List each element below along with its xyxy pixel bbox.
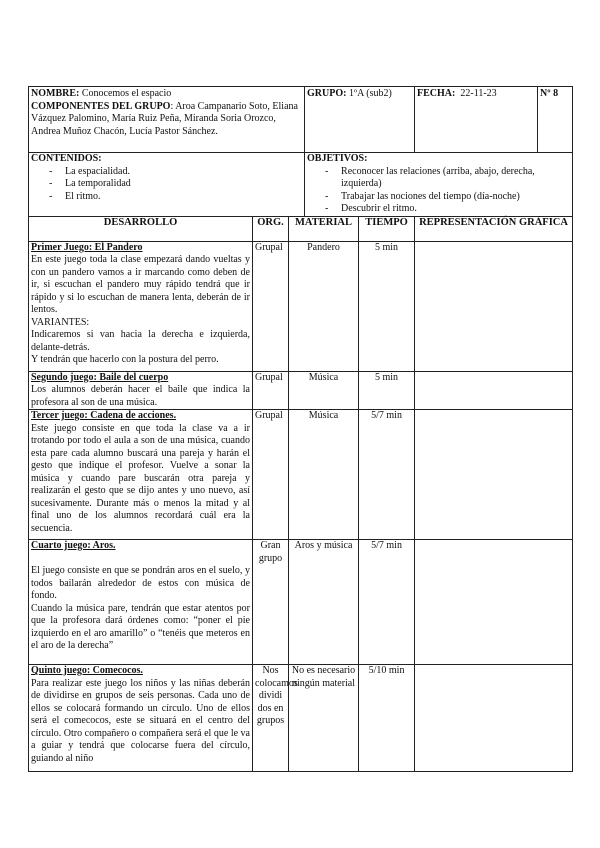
- list-item: - La temporalidad: [65, 178, 302, 191]
- list-item: - El ritmo.: [65, 191, 302, 204]
- objetivos-list: [307, 166, 570, 216]
- org-cell: Grupal: [253, 371, 289, 410]
- tiempo-cell: 5/10 min: [359, 665, 415, 772]
- representacion-cell: [415, 241, 573, 371]
- nombre-label: NOMBRE:: [31, 88, 80, 99]
- tiempo-cell: 5 min: [359, 371, 415, 410]
- planning-document: [28, 86, 572, 772]
- table-row: [29, 665, 573, 772]
- col-tiempo: TIEMPO: [359, 216, 415, 241]
- contenidos-objetivos-row: [29, 153, 573, 217]
- col-desarrollo: DESARROLLO: [29, 216, 253, 241]
- fecha-cell: [415, 87, 538, 153]
- juego-text-2: Cuando la música pare, tendrán que estar atentos por que la profesora dará órdenes como: “poner el pie izquierdo en el aro amarillo” o “tenéis que meteros en el aro de la derecha”: [31, 602, 250, 651]
- juego-title: Cuarto juego: Aros.: [31, 540, 116, 551]
- juego-text: Este juego consiste en que toda la clase va a ir trotando por todo el aula a son de una música, cuando esta pare cada alumno buscará una pareja y harán el gesto que indique el profesor. Vuelve a sonar la música y cuando pare buscarán otra pareja y realizarán el gesto que se dijo antes y uno nuevo, así sucesivamente. Durante más o menos la mitad y al final uno de los alumnos recordará cuál era la secuencia.: [31, 422, 250, 534]
- material-cell: Música: [289, 410, 359, 540]
- col-org: ORG.: [253, 216, 289, 241]
- table-row: [29, 540, 573, 665]
- tiempo-cell: 5/7 min: [359, 540, 415, 665]
- column-header-row: [29, 216, 573, 241]
- desarrollo-cell: [29, 241, 253, 371]
- juego-extra: Y tendrán que hacerlo con la postura del perro.: [31, 354, 219, 365]
- contenidos-label: CONTENIDOS:: [31, 153, 102, 164]
- representacion-cell: [415, 665, 573, 772]
- list-item: - Reconocer las relaciones (arriba, abajo, derecha, izquierda): [341, 166, 570, 191]
- org-cell: Grupal: [253, 241, 289, 371]
- objetivos-label: OBJETIVOS:: [307, 153, 368, 164]
- col-material: MATERIAL: [289, 216, 359, 241]
- juego-text: Para realizar este juego los niños y las niñas deberán de dividirse en grupos de seis personas. Cada uno de ellos se colocará formando un círculo. Uno de ellos será el comecocos, este se situará en el centro del círculo. Otro compañero o compañera será el que le va a guiar y tendrá que colocarse fuera del círculo, guiando al niño: [31, 677, 250, 764]
- table-row: [29, 371, 573, 410]
- juego-text: En este juego toda la clase empezará dando vueltas y con un pandero vamos a ir marcando como deben de ir, si escuchan el pandero muy rápido tendrá que ir rápido y si lo escuchan de manera lenta, deberán de ir lentos.: [31, 254, 250, 315]
- table-row: [29, 410, 573, 540]
- juego-text: Los alumnos deberán hacer el baile que indica la profesora al son de una música.: [31, 384, 250, 408]
- juego-title: Tercer juego: Cadena de acciones.: [31, 410, 177, 421]
- representacion-cell: [415, 410, 573, 540]
- variantes-label: VARIANTES:: [31, 316, 90, 328]
- grupo-cell: [305, 87, 415, 153]
- objetivos-cell: [305, 153, 573, 217]
- nombre-value: Conocemos el espacio: [81, 88, 172, 99]
- material-cell: Aros y música: [289, 540, 359, 665]
- table-row: [29, 241, 573, 371]
- juego-title: Quinto juego: Comecocos.: [31, 665, 143, 676]
- material-cell: Música: [289, 371, 359, 410]
- material-cell: No es necesario ningún material: [289, 665, 359, 772]
- header-row: [29, 87, 573, 153]
- org-cell: Gran grupo: [253, 540, 289, 665]
- representacion-cell: [415, 540, 573, 665]
- org-cell: Nos colocamos dividi dos en grupos: [253, 665, 289, 772]
- tiempo-cell: 5/7 min: [359, 410, 415, 540]
- material-cell: Pandero: [289, 241, 359, 371]
- desarrollo-cell: [29, 540, 253, 665]
- contenidos-list: [31, 166, 302, 204]
- org-cell: Grupal: [253, 410, 289, 540]
- variantes-text: Indicaremos si van hacia la derecha e izquierda, delante-detrás.: [31, 329, 250, 353]
- grupo-label: GRUPO:: [307, 88, 347, 99]
- list-item: - Trabajar las nociones del tiempo (día-noche): [341, 191, 570, 204]
- desarrollo-cell: [29, 410, 253, 540]
- juego-title: Primer Juego: El Pandero: [31, 241, 143, 253]
- col-representacion: REPRESENTACIÓN GRÁFICA: [415, 216, 573, 241]
- list-item: - La espacialidad.: [65, 166, 302, 179]
- planning-table: [28, 86, 573, 772]
- tiempo-cell: 5 min: [359, 241, 415, 371]
- desarrollo-cell: [29, 371, 253, 410]
- representacion-cell: [415, 371, 573, 410]
- juego-text: El juego consiste en que se pondrán aros en el suelo, y todos bailarán alrededor de estos con música de fondo.: [31, 565, 250, 601]
- nombre-cell: [29, 87, 305, 153]
- juego-title: Segundo juego: Baile del cuerpo: [31, 371, 169, 383]
- list-item: - Descubrir el ritmo.: [341, 203, 570, 216]
- componentes-label: COMPONENTES DEL GRUPO: [31, 100, 171, 112]
- fecha-label: FECHA:: [417, 88, 456, 99]
- componentes-value: : Aroa Campanario Soto, Eliana Vázquez Palomino, María Ruiz Peña, Miranda Soria Orozco, Andrea Muñoz Chacón, Lucía Pastor Sánchez.: [31, 100, 298, 137]
- fecha-value: 22-11-23: [460, 88, 497, 99]
- contenidos-cell: [29, 153, 305, 217]
- grupo-value: 1ºA (sub2): [348, 88, 392, 99]
- numero-cell: [538, 87, 573, 153]
- numero-label: Nº 8: [540, 88, 559, 99]
- desarrollo-cell: [29, 665, 253, 772]
